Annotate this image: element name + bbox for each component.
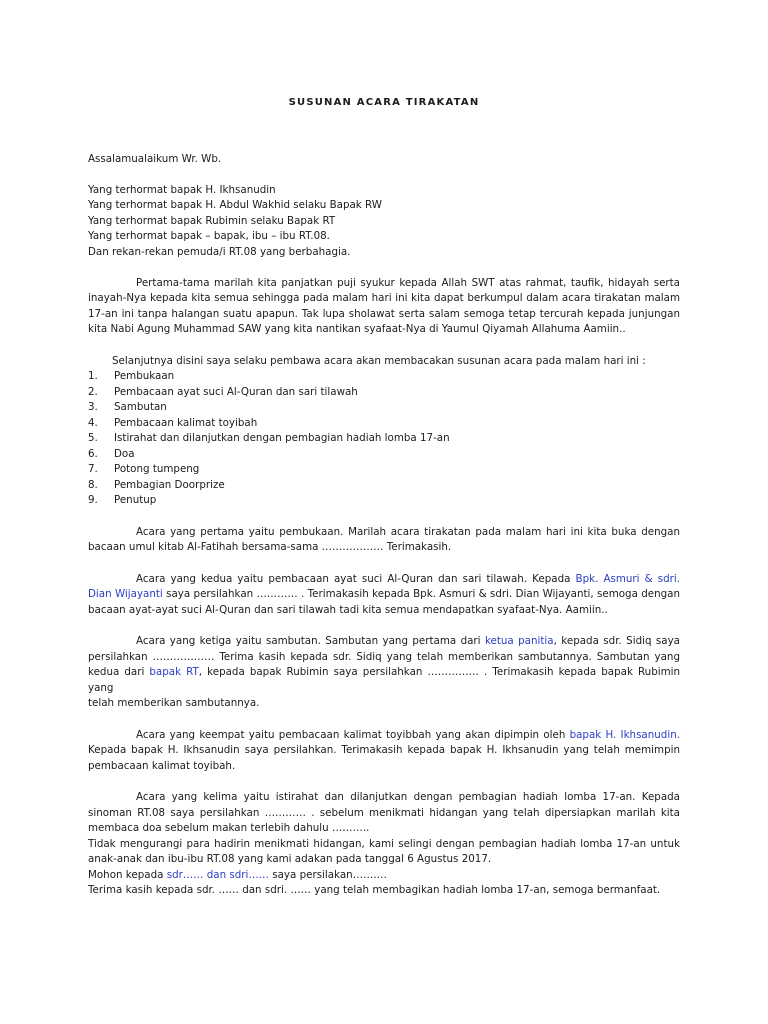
list-text: Istirahat dan dilanjutkan dengan pembagian hadiah lomba 17-an bbox=[114, 432, 450, 444]
paragraph-text: Acara yang pertama yaitu pembukaan. Marilah acara tirakatan pada malam hari ini kita buka dengan bbox=[136, 525, 680, 538]
paragraph-pembukaan bbox=[88, 525, 680, 556]
list-text: Pembagian Doorprize bbox=[114, 478, 225, 491]
greeting: Assalamualaikum Wr. Wb. bbox=[88, 152, 222, 165]
list-item bbox=[88, 447, 680, 463]
list-number: 6. bbox=[88, 447, 98, 460]
paragraph-text: Mohon kepada bbox=[88, 868, 167, 881]
list-number: 9. bbox=[88, 494, 98, 506]
list-item bbox=[88, 478, 680, 494]
document-title: SUSUNAN ACARA TIRAKATAN bbox=[288, 97, 480, 108]
paragraph-text: Pertama-tama marilah kita panjatkan puji syukur kepada Allah SWT atas rahmat, taufik, hidayah serta bbox=[136, 276, 680, 289]
list-text: Pembacaan kalimat toyibah bbox=[114, 416, 258, 429]
list-item bbox=[88, 400, 680, 416]
paragraph-text: bacaan umul kitab Al-Fatihah bersama-sama ……………… Terimakasih. bbox=[88, 541, 452, 553]
paragraph-text: anak-anak dan ibu-ibu RT.08 yang kami adakan pada tanggal 6 Agustus 2017. bbox=[88, 853, 492, 865]
paragraph-sambutan bbox=[88, 634, 680, 712]
paragraph-text: bacaan ayat-ayat suci Al-Quran dan sari tilawah tadi kita semua mendapatkan syafaat-Nya. Aamiin.. bbox=[88, 603, 608, 616]
paragraph-text: inayah-Nya kepada kita semua sehingga pada malam hari ini kita dapat berkumpul dalam acara tirakatan malam bbox=[88, 292, 680, 304]
list-number: 2. bbox=[88, 385, 98, 398]
paragraph-text: Terima kasih kepada sdr. …… dan sdri. …… yang telah membagikan hadiah lomba 17-an, semoga bermanfaat. bbox=[88, 884, 661, 896]
agenda-intro-text: Selanjutnya disini saya selaku pembawa acara akan membacakan susunan acara pada malam hari ini : bbox=[112, 354, 646, 367]
list-number: 4. bbox=[88, 416, 98, 429]
salutation-line: Yang terhormat bapak H. Abdul Wakhid selaku Bapak RW bbox=[88, 199, 382, 211]
paragraph-text: membaca doa sebelum makan terlebih dahulu ……….. bbox=[88, 822, 370, 834]
list-number: 8. bbox=[88, 478, 98, 491]
opening-paragraph bbox=[88, 276, 680, 338]
list-text: Doa bbox=[114, 447, 135, 460]
paragraph-text: Acara yang ketiga yaitu sambutan. Sambutan yang pertama dari bbox=[136, 635, 485, 647]
paragraph-text: , kepada sdr. Sidiq saya bbox=[553, 635, 680, 647]
agenda-intro bbox=[88, 354, 680, 370]
highlighted-name: bapak RT bbox=[149, 666, 199, 678]
highlighted-name: ketua panitia bbox=[484, 635, 554, 647]
paragraph-text: , kepada bapak Rubimin saya persilahkan …………… . Terimakasih kepada bapak Rubimin yang bbox=[88, 666, 681, 694]
list-text: Pembukaan bbox=[114, 370, 175, 382]
salutation-list bbox=[88, 183, 680, 261]
paragraph-text: Acara yang keempat yaitu pembacaan kalimat toyibbah yang akan dipimpin oleh bbox=[136, 728, 570, 741]
list-number: 3. bbox=[88, 401, 98, 413]
paragraph-text: pembacaan kalimat toyibah. bbox=[88, 759, 236, 772]
list-number: 5. bbox=[88, 432, 98, 444]
paragraph-text: persilahkan ……………… Terima kasih kepada sdr. Sidiq yang telah memberikan sambutannya. Sambutan yang bbox=[88, 650, 680, 663]
list-number: 1. bbox=[88, 370, 98, 382]
list-text: Sambutan bbox=[114, 401, 167, 413]
highlighted-name: bapak H. Ikhsanudin. bbox=[569, 728, 680, 741]
list-item bbox=[88, 493, 680, 509]
list-text: Pembacaan ayat suci Al-Quran dan sari tilawah bbox=[114, 385, 358, 398]
highlighted-name: dan sdri…… bbox=[206, 868, 269, 881]
paragraph-text: kedua dari bbox=[88, 666, 150, 678]
paragraph-text: Acara yang kedua yaitu pembacaan ayat suci Al-Quran dan sari tilawah. Kepada bbox=[136, 572, 576, 585]
list-item bbox=[88, 369, 680, 385]
list-number: 7. bbox=[88, 463, 98, 475]
paragraph-istirahat bbox=[88, 790, 680, 899]
paragraph-toyibah bbox=[88, 728, 680, 775]
paragraph-text: saya persilahkan ………… . Terimakasih kepada Bpk. Asmuri & sdri. Dian Wijayanti, semoga dengan bbox=[162, 588, 680, 600]
paragraph-text: Tidak mengurangi para hadirin menikmati hidangan, kami selingi dengan pembagian hadiah lomba 17-an untuk bbox=[88, 837, 680, 850]
salutation-line: Yang terhormat bapak H. Ikhsanudin bbox=[88, 183, 276, 196]
list-text: Potong tumpeng bbox=[114, 463, 200, 475]
paragraph-text: 17-an ini tanpa halangan suatu apapun. Tak lupa sholawat serta salam semoga tetap tercurah kepada junjungan bbox=[88, 307, 680, 320]
salutation-line: Yang terhormat bapak Rubimin selaku Bapak RT bbox=[88, 214, 336, 227]
paragraph-text: kita Nabi Agung Muhammad SAW yang kita nantikan syafaat-Nya di Yaumul Qiyamah Allahuma Aamiin.. bbox=[88, 323, 626, 335]
highlighted-name: Dian Wijayanti bbox=[88, 588, 163, 600]
paragraph-text: Kepada bapak H. Ikhsanudin saya persilahkan. Terimakasih kepada bapak H. Ikhsanudin yang telah memimpin bbox=[88, 744, 680, 756]
list-item bbox=[88, 431, 680, 447]
salutation-line: Dan rekan-rekan pemuda/i RT.08 yang berbahagia. bbox=[88, 245, 351, 258]
paragraph-text: sinoman RT.08 saya persilahkan ………… . sebelum menikmati hidangan yang telah dipersiapkan marilah kita bbox=[88, 806, 680, 819]
highlighted-name: Bpk. Asmuri & sdri. bbox=[575, 572, 680, 585]
list-text: Penutup bbox=[114, 494, 157, 506]
list-item bbox=[88, 462, 680, 478]
agenda-list bbox=[88, 369, 680, 509]
salutation-line: Yang terhormat bapak – bapak, ibu – ibu RT.08. bbox=[88, 230, 330, 242]
paragraph-text: saya persilakan………. bbox=[268, 868, 387, 881]
list-item bbox=[88, 385, 680, 401]
highlighted-name: sdr…… bbox=[166, 868, 204, 881]
paragraph-text: telah memberikan sambutannya. bbox=[88, 697, 260, 709]
list-item bbox=[88, 416, 680, 432]
paragraph-text: Acara yang kelima yaitu istirahat dan dilanjutkan dengan pembagian hadiah lomba 17-an. Kepada bbox=[136, 791, 680, 803]
paragraph-tilawah bbox=[88, 572, 680, 619]
